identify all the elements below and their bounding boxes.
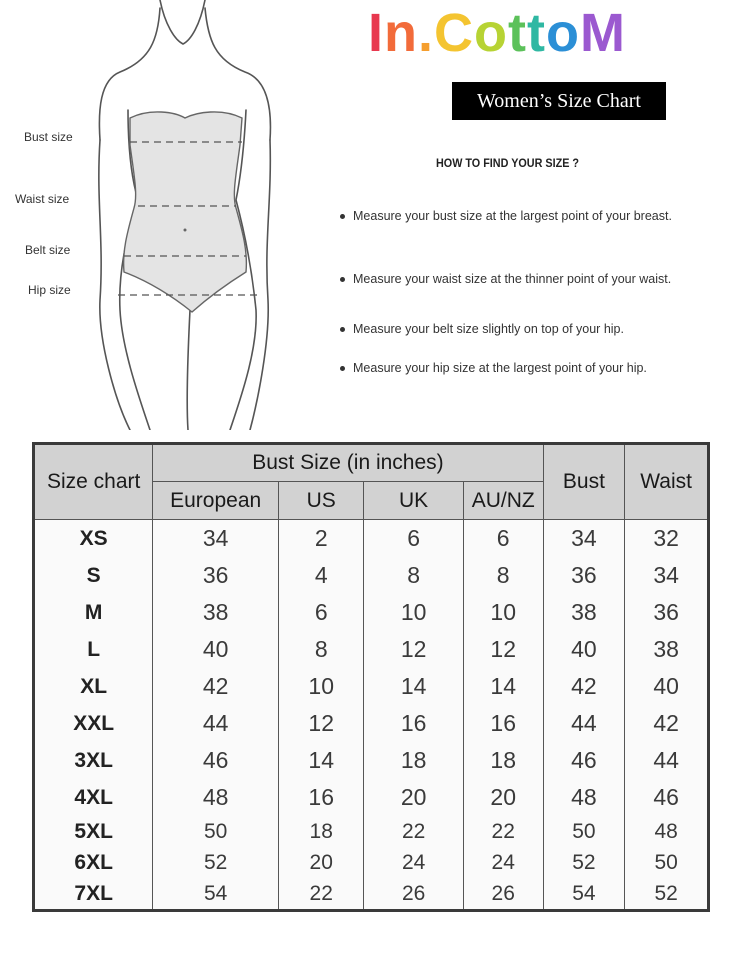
table-cell: 14 <box>364 668 463 705</box>
size-chart-header: Size chart <box>34 444 153 520</box>
us-header: US <box>278 482 363 520</box>
table-cell: 34 <box>625 557 709 594</box>
size-label-cell: M <box>34 594 153 631</box>
brand-letter: C <box>434 3 475 63</box>
table-cell: 24 <box>463 847 543 878</box>
brand-letter: o <box>546 3 580 63</box>
table-cell: 40 <box>153 631 279 668</box>
table-cell: 48 <box>625 816 709 847</box>
table-cell: 46 <box>153 742 279 779</box>
table-row <box>34 557 709 594</box>
size-label-cell: S <box>34 557 153 594</box>
table-cell: 22 <box>278 878 363 911</box>
table-cell: 46 <box>543 742 625 779</box>
brand-letter: t <box>508 3 528 63</box>
table-cell: 50 <box>625 847 709 878</box>
size-label-cell: 3XL <box>34 742 153 779</box>
table-row <box>34 520 709 558</box>
brand-letter: o <box>474 3 509 63</box>
table-cell: 22 <box>463 816 543 847</box>
table-cell: 40 <box>543 631 625 668</box>
table-cell: 14 <box>278 742 363 779</box>
table-cell: 48 <box>543 779 625 816</box>
bullet-icon <box>340 277 345 282</box>
brand-letter: M <box>580 3 626 63</box>
table-cell: 20 <box>278 847 363 878</box>
table-cell: 24 <box>364 847 463 878</box>
table-cell: 8 <box>278 631 363 668</box>
brand-letter: . <box>418 3 435 63</box>
table-cell: 12 <box>364 631 463 668</box>
table-row <box>34 631 709 668</box>
page-subtitle: Women’s Size Chart <box>452 82 666 120</box>
table-cell: 38 <box>543 594 625 631</box>
brand-letter: I <box>368 3 385 63</box>
table-cell: 8 <box>463 557 543 594</box>
tip-item <box>340 361 647 375</box>
european-header: European <box>153 482 279 520</box>
table-cell: 6 <box>278 594 363 631</box>
bullet-icon <box>340 366 345 371</box>
table-row <box>34 742 709 779</box>
table-cell: 54 <box>153 878 279 911</box>
size-label-cell: 4XL <box>34 779 153 816</box>
tips-list <box>340 0 730 430</box>
size-label-cell: L <box>34 631 153 668</box>
table-cell: 34 <box>153 520 279 558</box>
aunz-header: AU/NZ <box>463 482 543 520</box>
table-cell: 22 <box>364 816 463 847</box>
table-cell: 50 <box>543 816 625 847</box>
table-cell: 44 <box>153 705 279 742</box>
tip-item <box>340 322 624 336</box>
table-row <box>34 779 709 816</box>
table-cell: 10 <box>364 594 463 631</box>
bust-size-label: Bust size <box>24 130 73 144</box>
table-cell: 38 <box>625 631 709 668</box>
howto-title: HOW TO FIND YOUR SIZE ? <box>436 156 580 170</box>
table-row <box>34 816 709 847</box>
tip-text: Measure your bust size at the largest point of your breast. <box>353 209 672 223</box>
size-label-cell: 5XL <box>34 816 153 847</box>
table-cell: 26 <box>364 878 463 911</box>
table-cell: 12 <box>278 705 363 742</box>
table-row <box>34 668 709 705</box>
table-cell: 46 <box>625 779 709 816</box>
table-cell: 6 <box>463 520 543 558</box>
table-cell: 6 <box>364 520 463 558</box>
table-cell: 18 <box>278 816 363 847</box>
size-label-cell: XXL <box>34 705 153 742</box>
table-cell: 54 <box>543 878 625 911</box>
table-cell: 2 <box>278 520 363 558</box>
waist-header: Waist <box>625 444 709 520</box>
table-cell: 36 <box>625 594 709 631</box>
table-cell: 18 <box>463 742 543 779</box>
bust-group-header: Bust Size (in inches) <box>153 444 543 482</box>
tip-text: Measure your belt size slightly on top of your hip. <box>353 322 624 336</box>
table-cell: 48 <box>153 779 279 816</box>
table-cell: 32 <box>625 520 709 558</box>
size-chart-table <box>32 442 710 912</box>
table-cell: 34 <box>543 520 625 558</box>
table-row <box>34 594 709 631</box>
table-cell: 42 <box>153 668 279 705</box>
table-cell: 4 <box>278 557 363 594</box>
table-row <box>34 847 709 878</box>
table-cell: 10 <box>463 594 543 631</box>
bullet-icon <box>340 327 345 332</box>
table-cell: 52 <box>625 878 709 911</box>
table-cell: 36 <box>543 557 625 594</box>
table-cell: 16 <box>364 705 463 742</box>
hip-size-label: Hip size <box>28 283 71 297</box>
table-row <box>34 878 709 911</box>
waist-size-label: Waist size <box>15 192 70 206</box>
size-label-cell: XL <box>34 668 153 705</box>
body-silhouette-icon <box>0 0 340 430</box>
body-figure <box>0 0 340 430</box>
size-label-cell: XS <box>34 520 153 558</box>
table-cell: 12 <box>463 631 543 668</box>
table-cell: 52 <box>153 847 279 878</box>
uk-header: UK <box>364 482 463 520</box>
tip-item <box>340 272 671 286</box>
table-cell: 36 <box>153 557 279 594</box>
table-cell: 26 <box>463 878 543 911</box>
table-cell: 38 <box>153 594 279 631</box>
table-cell: 40 <box>625 668 709 705</box>
table-cell: 44 <box>625 742 709 779</box>
tip-text: Measure your waist size at the thinner point of your waist. <box>353 272 672 286</box>
size-label-cell: 7XL <box>34 878 153 911</box>
table-cell: 42 <box>625 705 709 742</box>
tip-text: Measure your hip size at the largest point of your hip. <box>353 361 647 375</box>
table-cell: 16 <box>463 705 543 742</box>
size-label-cell: 6XL <box>34 847 153 878</box>
table-cell: 10 <box>278 668 363 705</box>
table-row <box>34 705 709 742</box>
bust-header: Bust <box>543 444 625 520</box>
table-cell: 16 <box>278 779 363 816</box>
table-cell: 20 <box>463 779 543 816</box>
table-cell: 8 <box>364 557 463 594</box>
table-cell: 14 <box>463 668 543 705</box>
table-cell: 44 <box>543 705 625 742</box>
tip-item <box>340 209 672 223</box>
size-rows <box>34 520 709 911</box>
table-cell: 42 <box>543 668 625 705</box>
brand-letter: n <box>384 3 419 63</box>
table-cell: 18 <box>364 742 463 779</box>
table-cell: 52 <box>543 847 625 878</box>
bullet-icon <box>340 214 345 219</box>
table-cell: 50 <box>153 816 279 847</box>
table-cell: 20 <box>364 779 463 816</box>
brand-letter: t <box>527 3 546 63</box>
belt-size-label: Belt size <box>25 243 71 257</box>
